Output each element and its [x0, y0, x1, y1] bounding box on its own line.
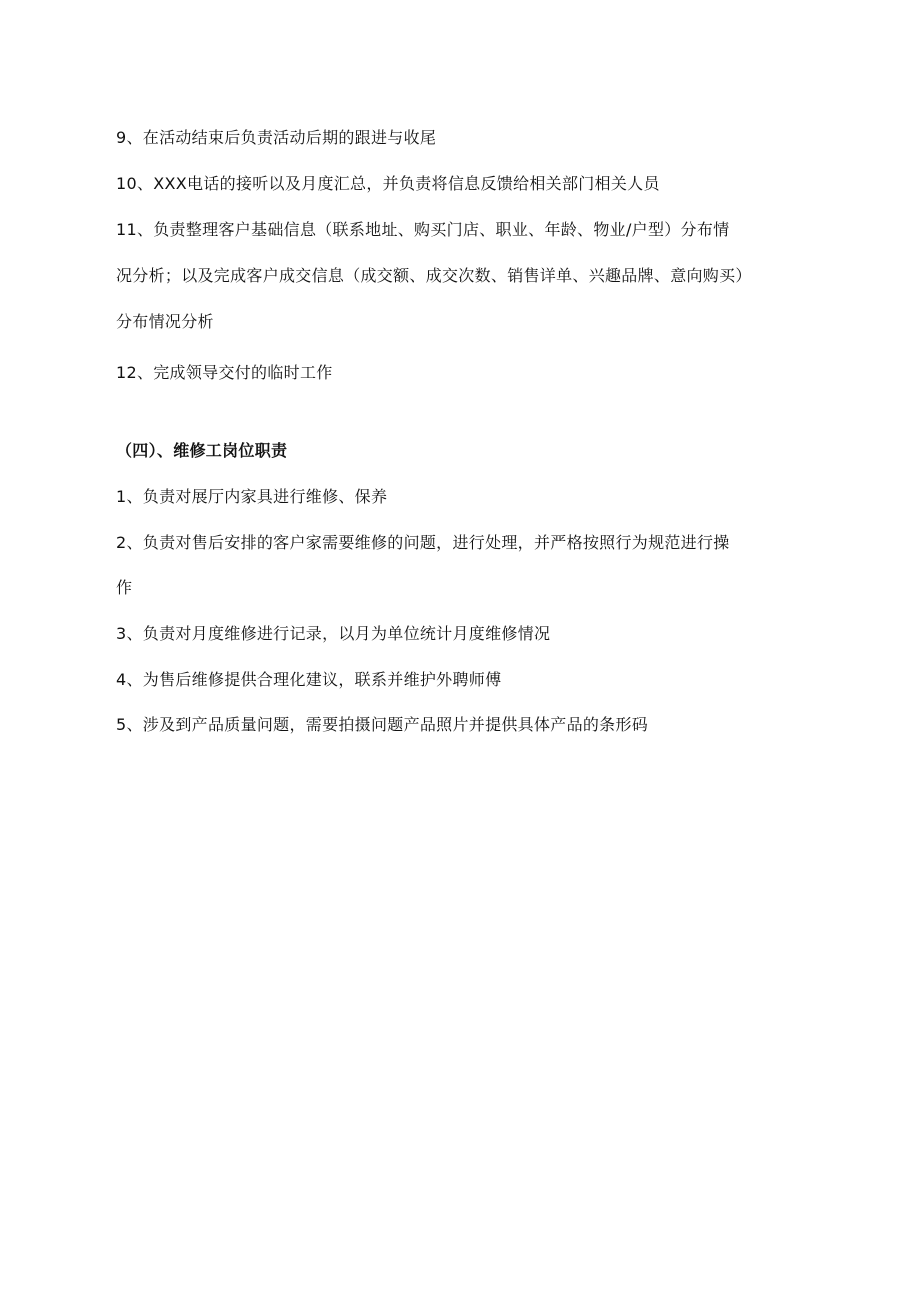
item-11-line-1: 11、负责整理客户基础信息（联系地址、购买门店、职业、年龄、物业/户型）分布情: [116, 220, 730, 239]
item-12: 12、完成领导交付的临时工作: [116, 363, 333, 382]
item-9: 9、在活动结束后负责活动后期的跟进与收尾: [116, 128, 437, 147]
repair-item-2-line-1: 2、负责对售后安排的客户家需要维修的问题，进行处理，并严格按照行为规范进行操: [116, 533, 730, 552]
section-heading: （四）、维修工岗位职责: [116, 441, 288, 460]
item-10: 10、XXX电话的接听以及月度汇总，并负责将信息反馈给相关部门相关人员: [116, 174, 660, 193]
repair-item-5: 5、涉及到产品质量问题，需要拍摄问题产品照片并提供具体产品的条形码: [116, 715, 649, 734]
repair-item-2-line-2: 作: [116, 578, 133, 597]
repair-item-4: 4、为售后维修提供合理化建议，联系并维护外聘师傅: [116, 670, 502, 689]
repair-item-3: 3、负责对月度维修进行记录，以月为单位统计月度维修情况: [116, 624, 551, 643]
repair-item-1: 1、负责对展厅内家具进行维修、保养: [116, 487, 388, 506]
item-11-line-3: 分布情况分析: [116, 312, 214, 331]
item-11-line-2: 况分析；以及完成客户成交信息（成交额、成交次数、销售详单、兴趣品牌、意向购买）: [116, 266, 752, 285]
